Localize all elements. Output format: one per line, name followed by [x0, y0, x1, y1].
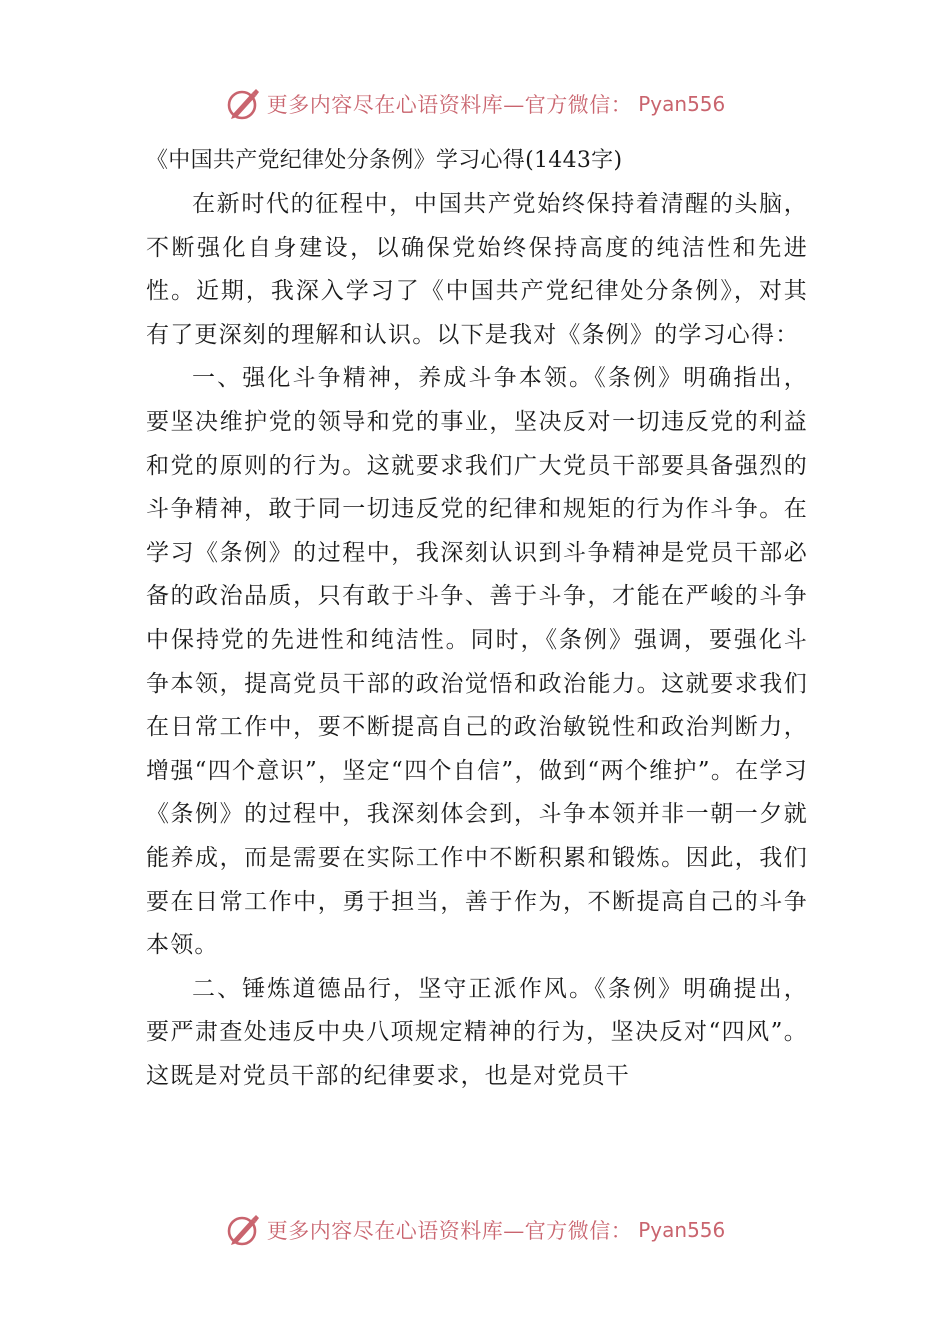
header-watermark-banner [0, 84, 950, 124]
paragraph-section-two: 二、锤炼道德品行，坚守正派作风。《条例》明确提出，要严肃查处违反中央八项规定精神的行为，坚决反对“四风”。这既是对党员干部的纪律要求，也是对党员干 [146, 975, 808, 1089]
pen-circle-logo-icon [225, 1212, 261, 1248]
document-body [146, 139, 808, 1098]
watermark-text: 更多内容尽在心语资料库—官方微信： [266, 93, 633, 117]
footer-watermark-banner [0, 1210, 950, 1250]
document-title: 《中国共产党纪律处分条例》学习心得(1443字) [146, 148, 623, 173]
paragraph-section-one: 一、强化斗争精神，养成斗争本领。《条例》明确指出，要坚决维护党的领导和党的事业，坚决反对一切违反党的利益和党的原则的行为。这就要求我们广大党员干部要具备强烈的斗争精神，敢于同一切违反党的纪律和规矩的行为作斗争。在学习《条例》的过程中，我深刻认识到斗争精神是党员干部必备的政治品质，只有敢于斗争、善于斗争，才能在严峻的斗争中保持党的先进性和纯洁性。同时，《条例》强调，要强化斗争本领，提高党员干部的政治觉悟和政治能力。这就要求我们在日常工作中，要不断提高自己的政治敏锐性和政治判断力，增强“四个意识”，坚定“四个自信”，做到“两个维护”。在学习《条例》的过程中，我深刻体会到，斗争本领并非一朝一夕就能养成，而是需要在实际工作中不断积累和锻炼。因此，我们要在日常工作中，勇于担当，善于作为，不断提高自己的斗争本领。 [146, 365, 808, 959]
watermark-wechat-id: Pyan556 [638, 92, 726, 116]
watermark-wechat-id: Pyan556 [638, 1218, 726, 1242]
watermark-text: 更多内容尽在心语资料库—官方微信： [266, 1219, 633, 1243]
paragraph-intro: 在新时代的征程中，中国共产党始终保持着清醒的头脑，不断强化自身建设，以确保党始终保持高度的纯洁性和先进性。近期，我深入学习了《中国共产党纪律处分条例》，对其有了更深刻的理解和认识。以下是我对《条例》的学习心得： [146, 191, 808, 348]
pen-circle-logo-icon [225, 86, 261, 122]
